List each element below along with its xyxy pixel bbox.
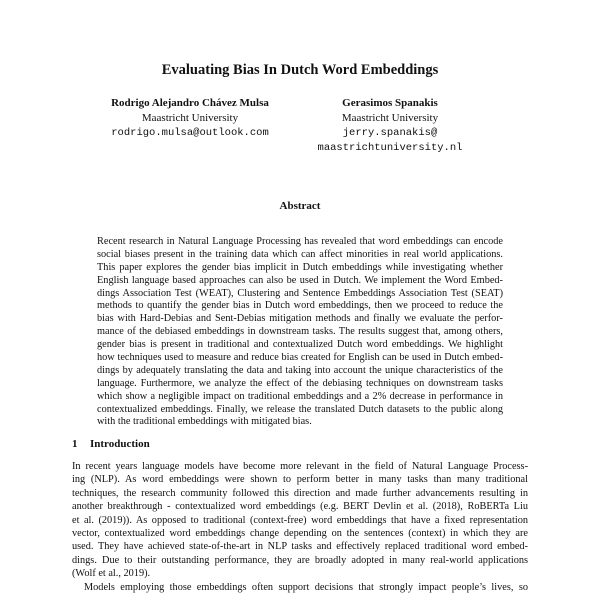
text-line: bias with Hard-Debias and Sent-Debias mitigation methods and finally we evaluate the perfor- — [97, 313, 503, 325]
text-line: with the traditional embeddings with mitigated bias. — [97, 416, 312, 428]
text-line: dings by adequately translating the data and taking into account the unique characteristics of the — [97, 364, 503, 376]
section-heading — [72, 438, 150, 450]
text-line: social biases present in the training data which can affect minorities in real world applications. — [97, 248, 503, 260]
text-line: (Wolf et al., 2019). — [72, 568, 151, 580]
text-line: et al. (2019)). As opposed to traditional (context-free) word embeddings that have a fixed representation — [72, 514, 528, 526]
text-line: Recent research in Natural Language Processing has revealed that word embeddings can encode — [97, 236, 503, 247]
abstract-body — [97, 236, 503, 429]
author-name: Rodrigo Alejandro Chávez Mulsa — [111, 97, 269, 109]
section-number: 1 — [72, 438, 78, 450]
author-email[interactable]: rodrigo.mulsa@outlook.com — [111, 127, 269, 139]
text-line: gender bias is present in traditional and contextualized Dutch word embeddings. We highlight — [97, 339, 503, 351]
text-line: Models employing those embeddings often support decisions that strongly impact people’s lives, so — [84, 581, 528, 593]
introduction-body — [72, 460, 528, 594]
text-line: contextualized embeddings. Finally, we release the translated Dutch datasets to the public along — [97, 403, 503, 415]
text-line: dings Association Test (WEAT), Clustering and Sentence Embeddings Association Test (SEAT) — [97, 287, 503, 299]
author-name: Gerasimos Spanakis — [342, 97, 438, 109]
text-line: language. Furthermore, we analyze the effect of the debiasing techniques on downstream tasks — [97, 377, 503, 389]
text-line: which show a negligible impact on traditional embeddings and a 2% decrease in performance in — [97, 390, 503, 402]
text-line: methods to quantify the gender bias in Dutch word embeddings, then we proceed to reduce the — [97, 300, 503, 312]
text-line: ing (NLP). As word embeddings were shown to perform better in many tasks than many traditional — [72, 474, 528, 486]
text-line: This paper explores the gender bias implicit in Dutch embeddings while investigating whether — [97, 261, 503, 273]
text-line: English language based approaches can also be used in Dutch. We implement the Word Embed- — [97, 274, 503, 286]
text-line: vector, contextualized word embeddings change depending on the sentences (context) in which they are — [72, 527, 528, 539]
text-line: In recent years language models have become more relevant in the field of Natural Language Process- — [72, 461, 528, 472]
text-line: mance of the debiased embeddings in downstream tasks. The results suggest that, among others, — [97, 326, 503, 338]
section-title: Introduction — [90, 438, 150, 450]
author-affiliation: Maastricht University — [141, 112, 239, 124]
paper-title: Evaluating Bias In Dutch Word Embeddings — [161, 62, 439, 78]
author-2 — [260, 96, 520, 156]
text-line: another breakthrough - contextualized word embeddings (e.g. BERT Devlin et al. (2018), RoBERTa Liu — [72, 501, 528, 513]
abstract-heading: Abstract — [279, 200, 321, 212]
text-line: how techniques used to measure and reduce bias created for English can be used in Dutch embed- — [97, 352, 503, 364]
text-line: techniques, the research community followed this direction and made further advancements resulting in — [72, 487, 528, 499]
author-affiliation: Maastricht University — [341, 112, 439, 124]
author-email-cont[interactable]: maastrichtuniversity.nl — [317, 142, 463, 154]
author-email[interactable]: jerry.spanakis@ — [342, 127, 438, 139]
text-line: used. They have achieved state-of-the-art in NLP tasks and effectively replaced traditional word embed- — [72, 541, 528, 553]
text-line: dings. Due to their outstanding performance, they are broadly adopted in many real-world applications — [72, 554, 528, 566]
